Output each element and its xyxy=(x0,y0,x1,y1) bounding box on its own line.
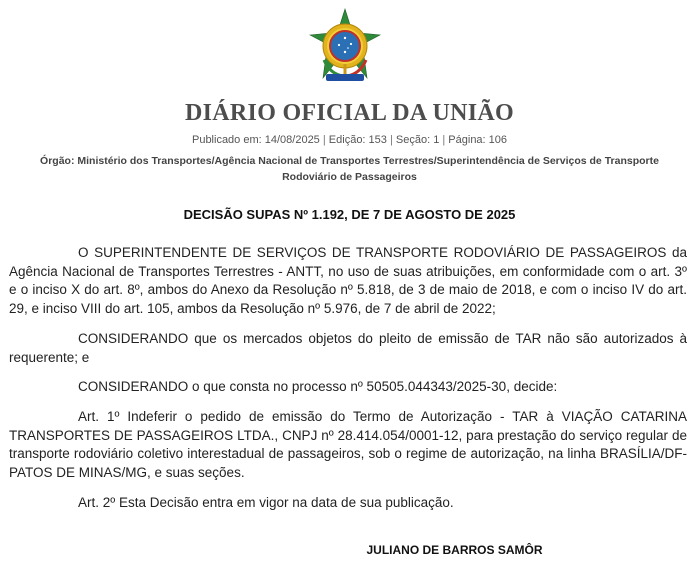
brazil-coat-of-arms-icon xyxy=(306,8,384,86)
paragraph-art-2: Art. 2º Esta Decisão entra em vigor na data de sua publicação. xyxy=(78,494,454,510)
page-title: DIÁRIO OFICIAL DA UNIÃO xyxy=(185,100,514,126)
edition: Edição: 153 xyxy=(328,134,387,146)
paragraph-considerando-2: CONSIDERANDO o que consta no processo nº 50505.044343/2025-30, decide: xyxy=(78,379,558,395)
page-number: Página: 106 xyxy=(448,134,508,146)
paragraph-art-1: Art. 1º Indeferir o pedido de emissão do Termo de Autorização - TAR à VIAÇÃO CATARINA TRANSPORTES DE PASSAGEIROS LTDA., CNPJ nº 28.414.054/0001-12, para prestação do serviço regular de transporte rodoviário coletivo interestadual de passageiros, sob o regime de autorização, na linha BRASÍLIA/DF-PATOS DE MINAS/MG, e suas seções. xyxy=(9,408,687,481)
paragraph-preamble: O SUPERINTENDENTE DE SERVIÇOS DE TRANSPORTE RODOVIÁRIO DE PASSAGEIROS da Agência Nacional de Transportes Terrestres - ANTT, no uso de suas atribuições, em conformidade com o art. 3º e o inciso X do art. 8º, ambos do Anexo da Resolução nº 5.818, de 3 de maio de 2018, e com o inciso IV do art. 29, e inciso VIII do art. 105, ambos da Resolução nº 5.976, de 7 de abril de 2022; xyxy=(9,245,687,317)
signature: JULIANO DE BARROS SAMÔR xyxy=(366,543,543,557)
document-body xyxy=(9,244,687,523)
publication-meta: Publicado em: 14/08/2025 | Edição: 153 | Seção: 1 | Página: 106 xyxy=(191,134,508,146)
published-date: Publicado em: 14/08/2025 xyxy=(191,134,320,146)
orgao-line: Órgão: Ministério dos Transportes/Agência Nacional de Transportes Terrestres/Superintendência de Serviços de Transporte Rodoviário de Passageiros xyxy=(40,155,659,183)
paragraph-considerando-1: CONSIDERANDO que os mercados objetos do pleito de emissão de TAR não são autorizados à requerente; e xyxy=(9,330,687,365)
section: Seção: 1 xyxy=(395,134,440,146)
decision-title: DECISÃO SUPAS Nº 1.192, DE 7 DE AGOSTO DE 2025 xyxy=(183,207,516,222)
